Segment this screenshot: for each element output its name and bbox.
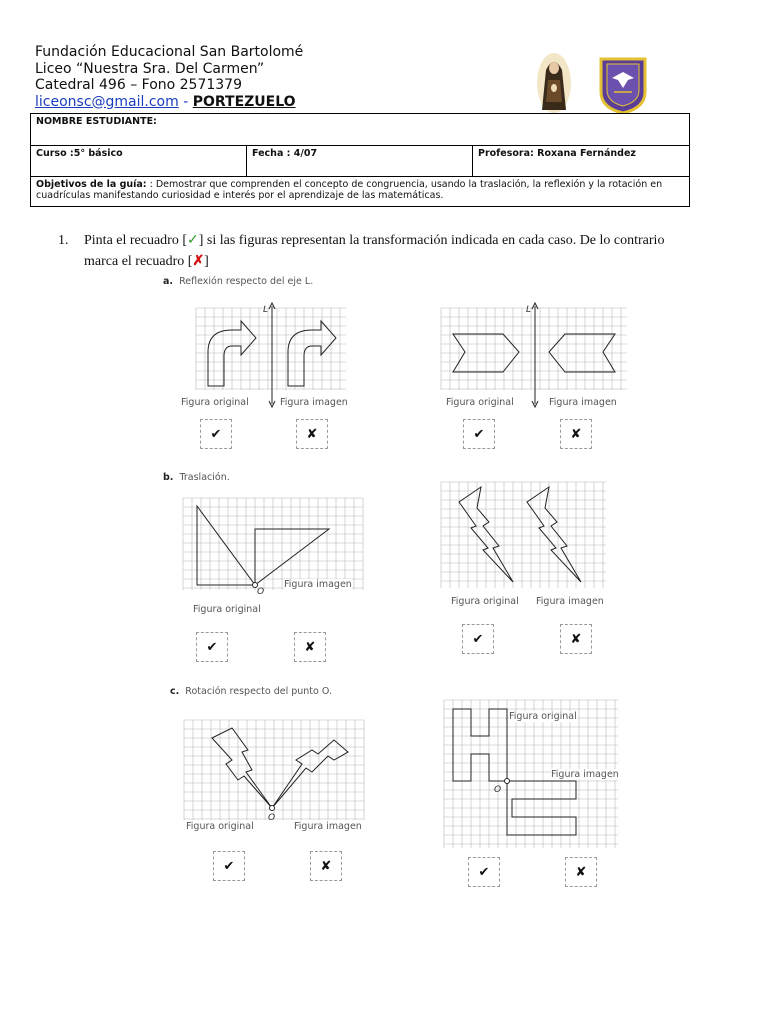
date-cell: Fecha : 4/07	[247, 146, 473, 177]
answer-check-c1[interactable]: ✔	[213, 851, 245, 881]
grid-translation-triangles	[183, 498, 363, 597]
answer-cross-c1[interactable]: ✘	[310, 851, 342, 881]
caption-original-b2: Figura original	[451, 596, 519, 607]
caption-original-b1: Figura original	[193, 604, 261, 615]
answer-cross-b2[interactable]: ✘	[560, 624, 592, 654]
liceo-name: Liceo “Nuestra Sra. Del Carmen”	[35, 60, 265, 77]
svg-text:O: O	[268, 813, 276, 823]
course-cell: Curso :5° básico	[31, 146, 247, 177]
answer-cross-b1[interactable]: ✘	[294, 632, 326, 662]
axis-line-a2	[526, 300, 543, 410]
question-number: 1.	[58, 233, 69, 248]
place-name: PORTEZUELO	[192, 93, 296, 110]
answer-cross-a2[interactable]: ✘	[560, 419, 592, 449]
student-info-table	[30, 113, 690, 207]
answer-check-a1[interactable]: ✔	[200, 419, 232, 449]
grid-rotation-bolts	[184, 720, 364, 823]
school-shield-icon	[598, 56, 648, 114]
caption-original-a1: Figura original	[181, 397, 249, 408]
cross-symbol: ✗	[192, 254, 205, 269]
svg-text:L: L	[526, 305, 532, 315]
question-text: Pinta el recuadro [✓] si las figuras representan la transformación indicada en cada caso. De lo contrario marca el recuadro [✗]	[84, 233, 665, 269]
axis-line-a1	[263, 300, 280, 410]
caption-image-a1: Figura imagen	[280, 397, 348, 408]
caption-image-b2: Figura imagen	[536, 596, 604, 607]
answer-check-a2[interactable]: ✔	[463, 419, 495, 449]
objective-cell: Objetivos de la guía: : Demostrar que comprenden el concepto de congruencia, usando la traslación, la reflexión y la rotación en cuadrículas manifestando curiosidad e interés por el aprendizaje de las matemáticas.	[31, 177, 690, 207]
contact-line: liceonsc@gmail.com - PORTEZUELO	[35, 93, 296, 110]
virgin-logo-icon	[536, 52, 572, 114]
section-c-title: c. Rotación respecto del punto O.	[170, 686, 332, 697]
grid-translation-bolts	[441, 482, 606, 588]
caption-image-a2: Figura imagen	[549, 397, 617, 408]
answer-cross-a1[interactable]: ✘	[296, 419, 328, 449]
answer-check-b1[interactable]: ✔	[196, 632, 228, 662]
student-name-cell[interactable]: NOMBRE ESTUDIANTE:	[31, 114, 690, 146]
teacher-cell: Profesora: Roxana Fernández	[473, 146, 690, 177]
section-a-title: a. Reflexión respecto del eje L.	[163, 276, 314, 287]
caption-original-c1: Figura original	[186, 821, 254, 832]
section-b-title: b. Traslación.	[163, 472, 230, 483]
address-phone: Catedral 496 – Fono 2571379	[35, 77, 242, 93]
question-1	[58, 230, 690, 272]
check-symbol: ✓	[187, 233, 199, 248]
caption-image-c2: Figura imagen	[551, 769, 619, 780]
answer-check-c2[interactable]: ✔	[468, 857, 500, 887]
svg-text:O: O	[257, 587, 265, 597]
grid-lines	[183, 498, 363, 590]
caption-image-c1: Figura imagen	[294, 821, 362, 832]
svg-text:L: L	[263, 305, 269, 315]
caption-original-a2: Figura original	[446, 397, 514, 408]
school-name: Fundación Educacional San Bartolomé	[35, 44, 304, 60]
caption-original-c2: Figura original	[509, 711, 577, 722]
answer-check-b2[interactable]: ✔	[462, 624, 494, 654]
answer-cross-c2[interactable]: ✘	[565, 857, 597, 887]
svg-text:O: O	[494, 785, 502, 795]
caption-image-b1: Figura imagen	[284, 579, 352, 590]
email-link[interactable]: liceonsc@gmail.com	[35, 93, 179, 110]
school-header	[35, 44, 303, 110]
